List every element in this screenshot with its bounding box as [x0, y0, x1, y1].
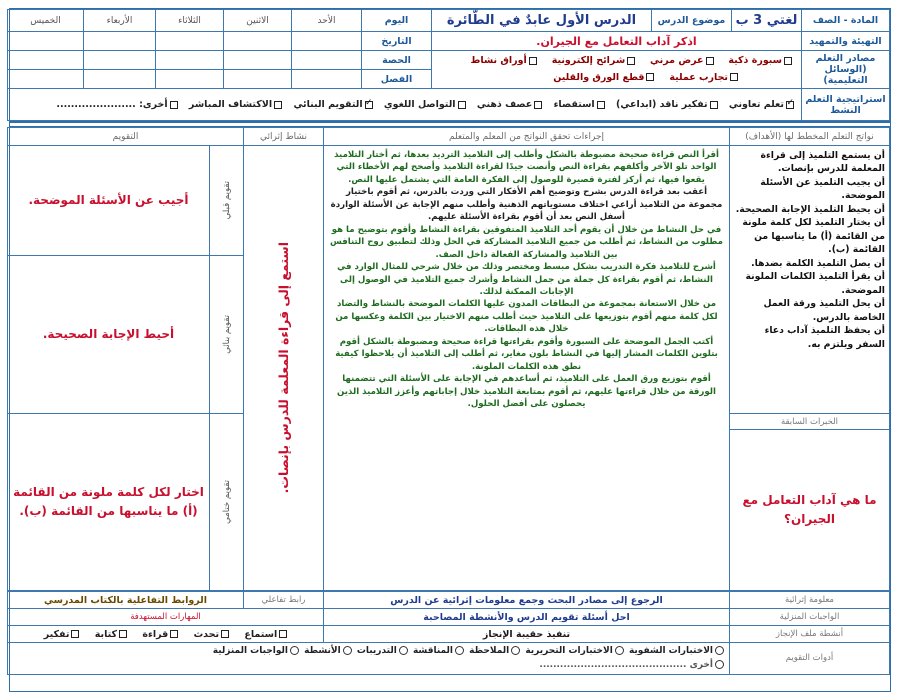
header-table	[7, 9, 890, 121]
eval-type-label: تقويم ختامي	[221, 480, 232, 524]
goal-item: أن يحفظ التلميذ آداب دعاء السفر ويلتزم به.	[764, 325, 885, 350]
strategy-option[interactable]: ✓التقويم البنائي	[293, 99, 372, 110]
strategy-label: استراتيجية التعلم النشط	[802, 89, 890, 121]
eval-formative-text: أحيط الإجابة الصحيحة.	[8, 256, 210, 414]
period-cell-1	[292, 51, 362, 70]
class-cell-3	[156, 70, 224, 89]
checkbox-checked-icon[interactable]	[786, 101, 794, 109]
period-cell-4	[84, 51, 156, 70]
date-cell-3	[156, 32, 224, 51]
col-evaluation-header: التقويم	[8, 128, 244, 146]
date-cell-4	[84, 32, 156, 51]
link-value[interactable]: الروابط التفاعلية بالكتاب المدرسي	[8, 592, 244, 609]
checkbox-icon[interactable]	[170, 630, 178, 638]
eval-summative-text: اختار لكل كلمة ملونة من القائمة (أ) ما يناسبها من القائمة (ب).	[8, 414, 210, 591]
checkbox-icon[interactable]	[627, 57, 635, 65]
col-procedures-header: إجراءات تحقق النواتج من المعلم والمتعلم	[324, 128, 730, 146]
goals-cell	[730, 146, 890, 414]
class-cell-4	[84, 70, 156, 89]
radio-icon[interactable]	[290, 646, 299, 655]
resources-options	[432, 51, 802, 89]
topic-value: الدرس الأول عابدٌ في الطّائرة	[432, 10, 652, 32]
prior-question: ما هي آداب التعامل مع الجيران؟	[730, 430, 890, 591]
resource-option[interactable]: شرائح إلكترونية	[552, 53, 635, 69]
tools-options	[8, 643, 730, 675]
intro-label: التهيئة والتمهيد	[802, 32, 890, 51]
date-cell-2	[224, 32, 292, 51]
skill-option[interactable]: قراءة	[142, 629, 178, 640]
period-cell-3	[156, 51, 224, 70]
tool-option-other[interactable]: أخرى ...........................................	[539, 660, 726, 670]
resource-option[interactable]: عرض مرني	[650, 53, 713, 69]
class-cell-2	[224, 70, 292, 89]
date-cell-5	[8, 32, 84, 51]
resource-option[interactable]: قطع الورق والقلين	[553, 70, 654, 86]
footer-table	[7, 591, 890, 675]
tool-option[interactable]: الاختبارات التحريرية	[525, 646, 625, 656]
resources-label: مصادر التعلم (الوسائل التعليمية)	[802, 51, 890, 89]
checkbox-checked-icon[interactable]	[365, 101, 373, 109]
period-cell-5	[8, 51, 84, 70]
tools-label: أدوات التقويم	[730, 643, 890, 675]
checkbox-icon[interactable]	[170, 101, 178, 109]
procedure-step: أعقب بعد قراءة الدرس بشرح وتوضيح أهم الأفكار التي وردت بالدرس، ثم أقوم باختيار مجموعة من التلاميذ أراعي اختلاف مستوياتهم الذهنية وأطلب منهم الإجابة عن الأسئلة الواردة أسفل النص بعد أن أقوم بقراءة الأسئلة عليهم.	[330, 187, 723, 223]
class-label: الفصل	[362, 70, 432, 89]
goal-item: أن يصل التلميذ الكلمة بضدها.	[751, 257, 885, 269]
checkbox-icon[interactable]	[71, 630, 79, 638]
checkbox-icon[interactable]	[597, 101, 605, 109]
enrich-label: معلومة إثرائية	[730, 592, 890, 609]
goal-item: أن يختار التلميذ لكل كلمة ملونة من القائمة (أ) ما يناسبها من القائمة (ب).	[742, 217, 885, 256]
procedure-step: أقرأ النص قراءة صحيحة مضبوطة بالشكل وأطلب إلى التلاميذ الترديد بعدها، ثم أختار التلاميذ الواحد تلو الآخر وأكلفهم بقراءة النص وأنصت جيدًا لقراءة التلاميذ وأصحح لهم الأخطاء التي يقعوا فيها، ثم أركز لفترة قصيرة للوصول إلى الفكرة العامة التي يشتمل عليها النص.	[334, 150, 719, 185]
procedure-step: في حل النشاط من خلال أن يقوم أحد التلاميذ المتفوقين بقراءة النشاط وأقوم بتوضيح ما هو مطلوب من النشاط، ثم أطلب من جميع التلاميذ المشاركة في الحل وذلك لتطبيق روح التنافس بين التلاميذ والمشاركة الفعالة داخل الصف.	[330, 224, 723, 260]
intro-value: اذكر آداب التعامل مع الجيران.	[432, 32, 802, 51]
eval-pre-text: أجيب عن الأسئلة الموضحة.	[8, 146, 210, 256]
strategy-option[interactable]: تفكير ناقد (ابداعي)	[616, 99, 718, 110]
procedure-step: أكتب الجمل الموضحة على السبورة وأقوم بقراءتها قراءة صحيحة ومضبوطة بالشكل أقوم بتلوين الكلمات المشار إليها في النشاط بلون مغاير، ثم أطلب إلى التلاميذ أن يلاحظوا كيفية نطق هذه الكلمات الملونة.	[335, 336, 718, 372]
checkbox-icon[interactable]	[119, 630, 127, 638]
radio-icon[interactable]	[455, 646, 464, 655]
col-goals-header: نواتج التعلم المخطط لها (الأهداف)	[730, 128, 890, 146]
checkbox-icon[interactable]	[529, 57, 537, 65]
radio-icon[interactable]	[715, 660, 724, 669]
homework-value: احل أسئلة تقويم الدرس والأنشطة المصاحبة	[324, 609, 730, 626]
checkbox-icon[interactable]	[646, 73, 654, 81]
checkbox-icon[interactable]	[784, 57, 792, 65]
strategy-option[interactable]: عصف ذهني	[477, 99, 542, 110]
link-label: رابط تفاعلي	[244, 592, 324, 609]
goal-item: أن يقرأ التلميذ الكلمات الملونة الموضحة.	[745, 271, 885, 296]
tool-option[interactable]: التدريبات	[357, 646, 410, 656]
date-label: التاريخ	[362, 32, 432, 51]
eval-type-cell	[210, 256, 244, 414]
period-cell-2	[224, 51, 292, 70]
strategy-option[interactable]: استقصاء	[554, 99, 605, 110]
homework-label: الواجبات المنزلية	[730, 609, 890, 626]
strategy-option[interactable]: التواصل اللغوي	[384, 99, 466, 110]
day-thursday: الخميس	[8, 10, 84, 32]
eval-type-label: تقويم بنائي	[221, 315, 232, 354]
eval-type-cell	[210, 414, 244, 591]
resource-option[interactable]: سبورة ذكية	[728, 53, 792, 69]
checkbox-icon[interactable]	[534, 101, 542, 109]
resource-option[interactable]: أوراق نشاط	[470, 53, 536, 69]
eval-type-label: تقويم قبلي	[221, 181, 232, 220]
eval-type-cell	[210, 146, 244, 256]
day-label: اليوم	[362, 10, 432, 32]
checkbox-icon[interactable]	[706, 57, 714, 65]
checkbox-icon[interactable]	[710, 101, 718, 109]
strategy-option[interactable]: الاكتشاف المباشر	[189, 99, 282, 110]
period-label: الحصة	[362, 51, 432, 70]
skill-option[interactable]: تحدث	[194, 629, 229, 640]
procedure-step: من خلال الاستعانة بمجموعة من البطاقات المدون عليها الكلمات الموضحة بالنشاط والتضاد لكل كلمة منهم أقوم بتوزيعها على التلاميذ حيث أطلب منهم الاختيار بين الكلمة وعكسها من خلال هذه البطاقات.	[335, 299, 718, 335]
activity-cell	[244, 146, 324, 591]
tool-option[interactable]: الملاحظة	[469, 646, 522, 656]
checkbox-icon[interactable]	[279, 630, 287, 638]
topic-label: موضوع الدرس	[652, 10, 732, 32]
day-tuesday: الثلاثاء	[156, 10, 224, 32]
goal-item: أن يجيب التلميذ عن الأسئلة الموضحة.	[760, 176, 885, 202]
procedure-step: أقوم بتوزيع ورق العمل على التلاميذ، ثم أساعدهم في الإجابة على الأسئلة التي تتضمنها الورقة من خلال قراءتها عليهم، ثم أقوم بمتابعة التلاميذ خلال إجاباتهم وأعزز التلاميذ الذين يحصلون على أفضل الحلول.	[337, 374, 716, 410]
activity-text: استمع إلى قراءة المعلمة للدرس بإنصات.	[276, 242, 291, 494]
skills-label: المهارات المستهدفة	[8, 609, 324, 626]
enrich-value: الرجوع إلى مصادر البحث وجمع معلومات إثرائية عن الدرس	[324, 592, 730, 609]
tool-option[interactable]: الواجبات المنزلية	[213, 646, 301, 656]
radio-icon[interactable]	[615, 646, 624, 655]
checkbox-icon[interactable]	[274, 101, 282, 109]
skills-options	[8, 626, 324, 643]
main-table	[7, 127, 890, 591]
strategy-options	[8, 89, 802, 121]
tool-option[interactable]: الأنشطة	[304, 646, 354, 656]
portfolio-value: تنفيذ حقيبة الإنجاز	[324, 626, 730, 643]
class-cell-1	[292, 70, 362, 89]
checkbox-icon[interactable]	[221, 630, 229, 638]
strategy-option[interactable]: أخرى: ......................	[56, 99, 177, 110]
subject-value: لغتي 3 ب	[732, 10, 802, 32]
skill-option[interactable]: كتابة	[95, 629, 127, 640]
date-cell-1	[292, 32, 362, 51]
day-sunday: الأحد	[292, 10, 362, 32]
lesson-plan-page	[9, 8, 891, 692]
strategy-option[interactable]: ✓تعلم تعاوني	[729, 99, 794, 110]
radio-icon[interactable]	[511, 646, 520, 655]
day-wednesday: الأربعاء	[84, 10, 156, 32]
goal-item: أن يحل التلميذ ورقة العمل الخاصة بالدرس.	[763, 298, 885, 323]
procedures-cell	[324, 146, 730, 591]
tool-option[interactable]: الاختبارات الشفوية	[629, 646, 726, 656]
day-monday: الاثنين	[224, 10, 292, 32]
skill-option[interactable]: استماع	[244, 629, 287, 640]
portfolio-label: أنشطة ملف الإنجاز	[730, 626, 890, 643]
radio-icon[interactable]	[715, 646, 724, 655]
radio-icon[interactable]	[343, 646, 352, 655]
procedure-step: أشرح للتلاميذ فكرة التدريب بشكل مبسط ومختصر وذلك من خلال شرحي للمثال الوارد في النشاط، ثم أقوم بقراءة كل جملة من جمل النشاط وأشرك جميع التلاميذ في الوصول إلى الإجابات الممكنة لذلك.	[337, 262, 716, 297]
col-activity-header: نشاط إثرائي	[244, 128, 324, 146]
goal-item: أن يستمع التلميذ إلى قراءة المعلمة للدرس بإنصات.	[760, 150, 885, 175]
skill-option[interactable]: تفكير	[44, 629, 80, 640]
tool-option[interactable]: المناقشة	[413, 646, 466, 656]
subject-label: المادة - الصف	[802, 10, 890, 32]
resource-option[interactable]: تجارب عملية	[669, 70, 738, 86]
class-cell-5	[8, 70, 84, 89]
prior-label: الخبرات السابقة	[730, 414, 890, 430]
checkbox-icon[interactable]	[730, 73, 738, 81]
checkbox-icon[interactable]	[458, 101, 466, 109]
goal-item: أن يحيط التلميذ الإجابة الصحيحة.	[735, 203, 885, 215]
radio-icon[interactable]	[399, 646, 408, 655]
